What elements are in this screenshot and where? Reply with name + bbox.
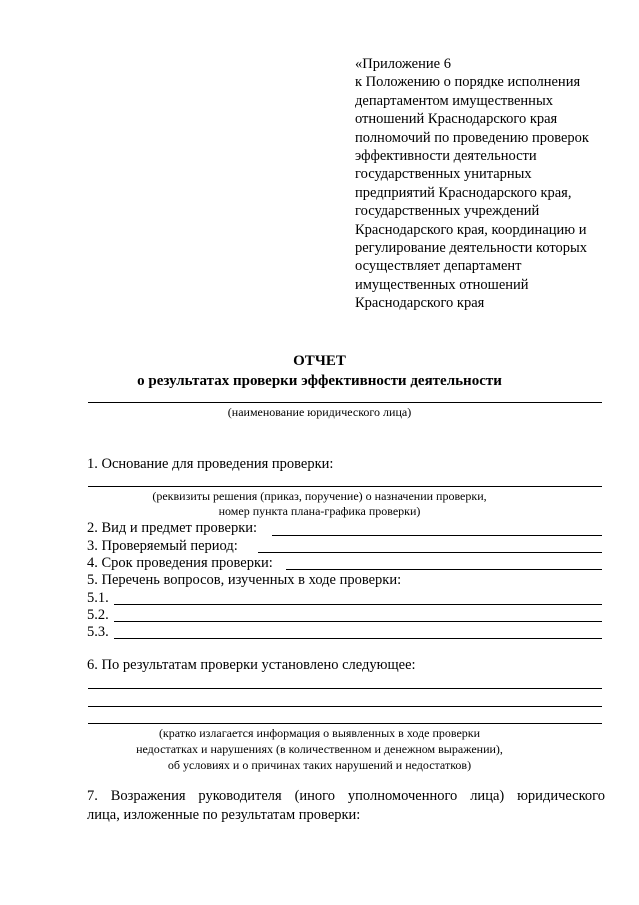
annex-reference bbox=[355, 55, 625, 313]
annex-line: Краснодарского края, координацию и bbox=[355, 221, 587, 238]
basis-line[interactable] bbox=[88, 486, 602, 487]
results-caption-3: об условиях и о причинах таких нарушений и недостатков) bbox=[167, 758, 472, 772]
entity-name-line[interactable] bbox=[88, 402, 602, 403]
question-5-3-line[interactable] bbox=[114, 638, 602, 639]
question-5-1-label: 5.1. bbox=[87, 590, 109, 606]
objections-line-1: 7. Возражения руководителя (иного уполномоченного лица) юридического bbox=[87, 788, 605, 804]
type-label: 2. Вид и предмет проверки: bbox=[87, 520, 258, 536]
annex-line: регулирование деятельности которых bbox=[355, 240, 588, 257]
report-title: ОТЧЕТ bbox=[293, 353, 346, 369]
annex-line: предприятий Краснодарского края, bbox=[355, 184, 572, 201]
period-line[interactable] bbox=[258, 552, 602, 553]
annex-line: департаментом имущественных bbox=[355, 92, 553, 109]
questions-label: 5. Перечень вопросов, изученных в ходе проверки: bbox=[87, 572, 402, 588]
type-line[interactable] bbox=[272, 535, 602, 536]
report-subtitle: о результатах проверки эффективности деятельности bbox=[137, 373, 502, 389]
annex-line: Краснодарского края bbox=[355, 295, 485, 312]
results-label: 6. По результатам проверки установлено следующее: bbox=[87, 657, 416, 673]
question-5-2-label: 5.2. bbox=[87, 607, 109, 623]
annex-line: государственных учреждений bbox=[355, 203, 540, 220]
basis-caption-1: (реквизиты решения (приказ, поручение) о назначении проверки, bbox=[152, 489, 487, 503]
results-caption-1: (кратко излагается информация о выявленных в ходе проверки bbox=[158, 726, 481, 740]
entity-caption: (наименование юридического лица) bbox=[227, 405, 412, 419]
results-caption-2: недостатках и нарушениях (в количественном и денежном выражении), bbox=[136, 742, 503, 756]
annex-line: «Приложение 6 bbox=[355, 56, 451, 72]
question-5-3-label: 5.3. bbox=[87, 624, 109, 640]
question-5-2-line[interactable] bbox=[114, 621, 602, 622]
results-line-3[interactable] bbox=[88, 723, 602, 724]
annex-line: осуществляет департамент bbox=[355, 258, 522, 275]
term-label: 4. Срок проведения проверки: bbox=[87, 555, 273, 571]
results-line-1[interactable] bbox=[88, 688, 602, 689]
annex-line: государственных унитарных bbox=[355, 166, 532, 183]
question-5-1-line[interactable] bbox=[114, 604, 602, 605]
annex-line: имущественных отношений bbox=[355, 276, 529, 293]
annex-line: к Положению о порядке исполнения bbox=[355, 74, 581, 91]
objections-line-2: лица, изложенные по результатам проверки: bbox=[87, 807, 361, 823]
period-label: 3. Проверяемый период: bbox=[87, 538, 238, 554]
annex-line: эффективности деятельности bbox=[355, 148, 537, 165]
basis-label: 1. Основание для проведения проверки: bbox=[87, 456, 334, 472]
annex-line: отношений Краснодарского края bbox=[355, 111, 558, 128]
results-line-2[interactable] bbox=[88, 706, 602, 707]
basis-caption-2: номер пункта плана-графика проверки) bbox=[218, 504, 421, 518]
term-line[interactable] bbox=[286, 569, 602, 570]
annex-line: полномочий по проведению проверок bbox=[355, 129, 589, 146]
